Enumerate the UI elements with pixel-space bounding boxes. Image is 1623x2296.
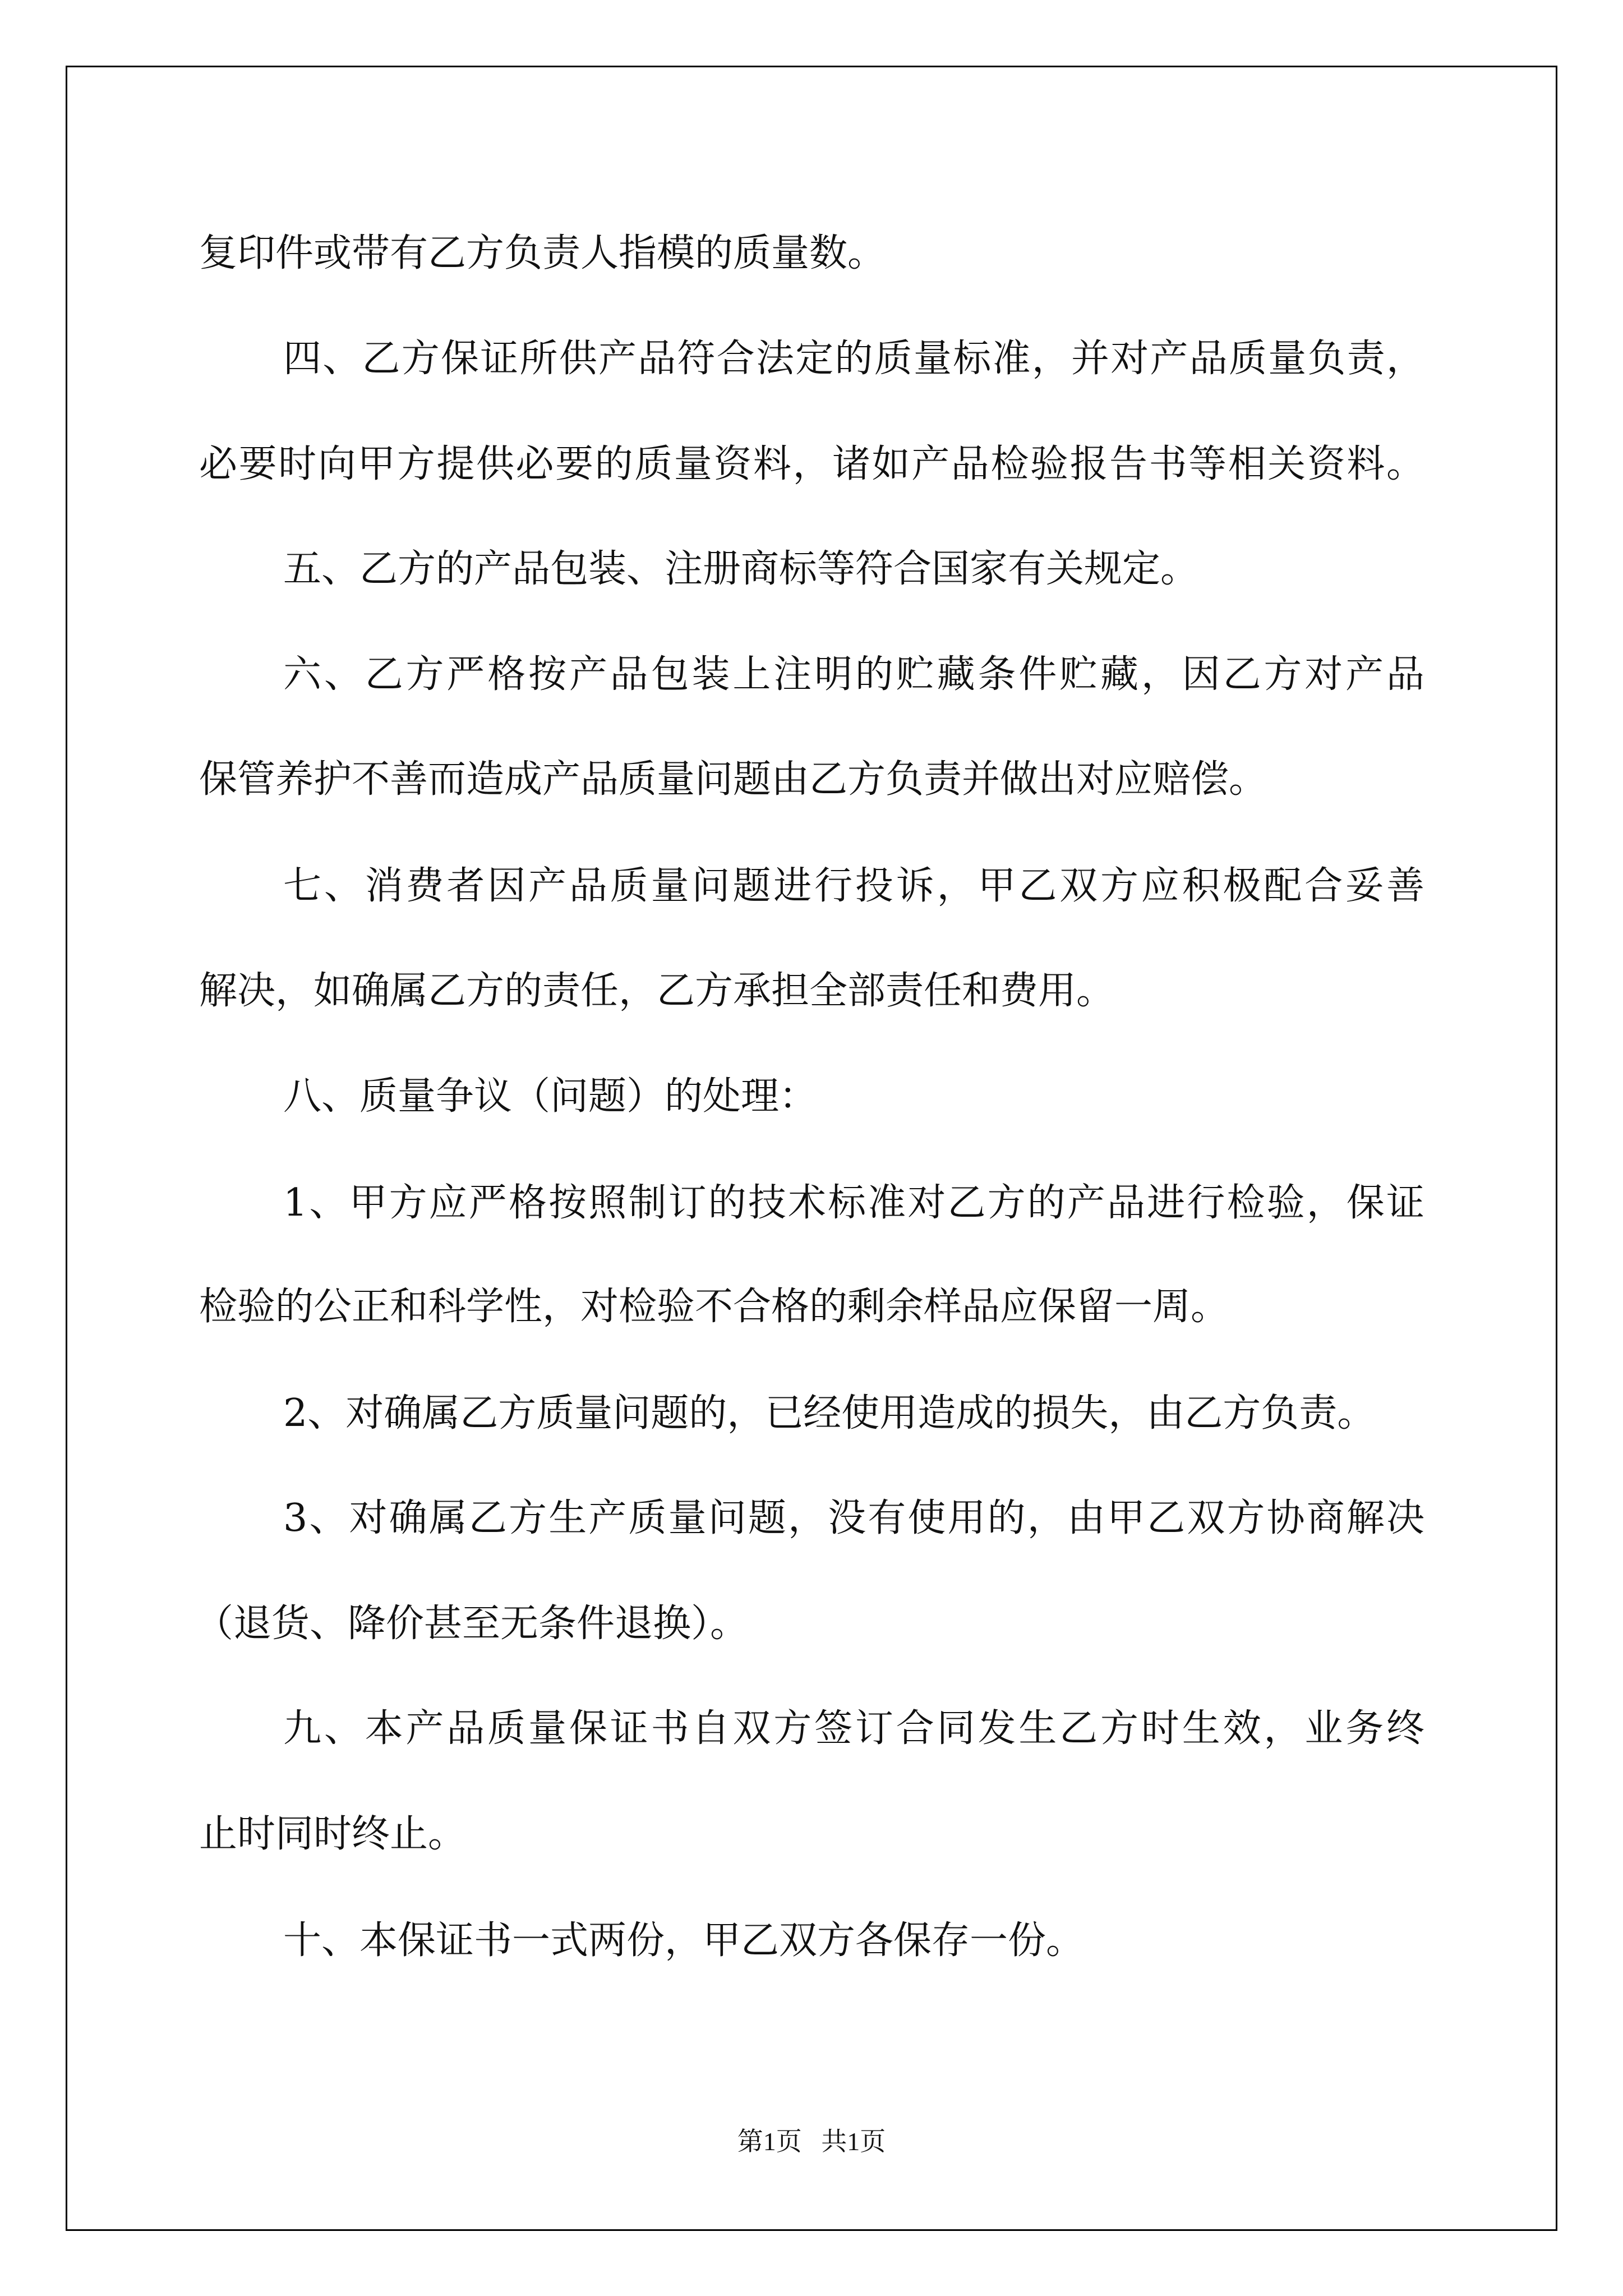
text-line: （退货、降价甚至无条件退换）。 [195, 1602, 749, 1646]
text-line: 九、本产品质量保证书自双方签订合同发生乙方时生效，业务终 [283, 1706, 1424, 1751]
text-line: 1、甲方应严格按照制订的技术标准对乙方的产品进行检验，保证 [283, 1181, 1424, 1225]
page-footer: 第1页 共1页 [737, 2127, 886, 2156]
text-line: 解决，如确属乙方的责任，乙方承担全部责任和费用。 [199, 969, 1115, 1013]
text-line: 复印件或带有乙方负责人指模的质量数。 [199, 231, 886, 275]
text-line: 五、乙方的产品包装、注册商标等符合国家有关规定。 [283, 547, 1199, 591]
text-line: 四、乙方保证所供产品符合法定的质量标准，并对产品质量负责， [283, 337, 1424, 381]
text-line: 十、本保证书一式两份，甲乙双方各保存一份。 [283, 1918, 1085, 1963]
text-line: 六、乙方严格按产品包装上注明的贮藏条件贮藏，因乙方对产品 [283, 652, 1424, 697]
text-line: 检验的公正和科学性，对检验不合格的剩余样品应保留一周。 [199, 1285, 1229, 1329]
text-line: 3、对确属乙方生产质量问题，没有使用的，由甲乙双方协商解决 [283, 1496, 1424, 1540]
text-line: 七、消费者因产品质量问题进行投诉，甲乙双方应积极配合妥善 [283, 864, 1424, 908]
text-line: 必要时向甲方提供必要的质量资料，诸如产品检验报告书等相关资料。 [199, 442, 1424, 486]
text-line: 止时同时终止。 [199, 1812, 467, 1856]
text-line: 八、质量争议（问题）的处理： [283, 1074, 818, 1119]
text-line: 保管养护不善而造成产品质量问题由乙方负责并做出对应赔偿。 [199, 757, 1267, 802]
page-border [66, 66, 1557, 2231]
text-line: 2、对确属乙方质量问题的，已经使用造成的损失，由乙方负责。 [283, 1391, 1376, 1435]
